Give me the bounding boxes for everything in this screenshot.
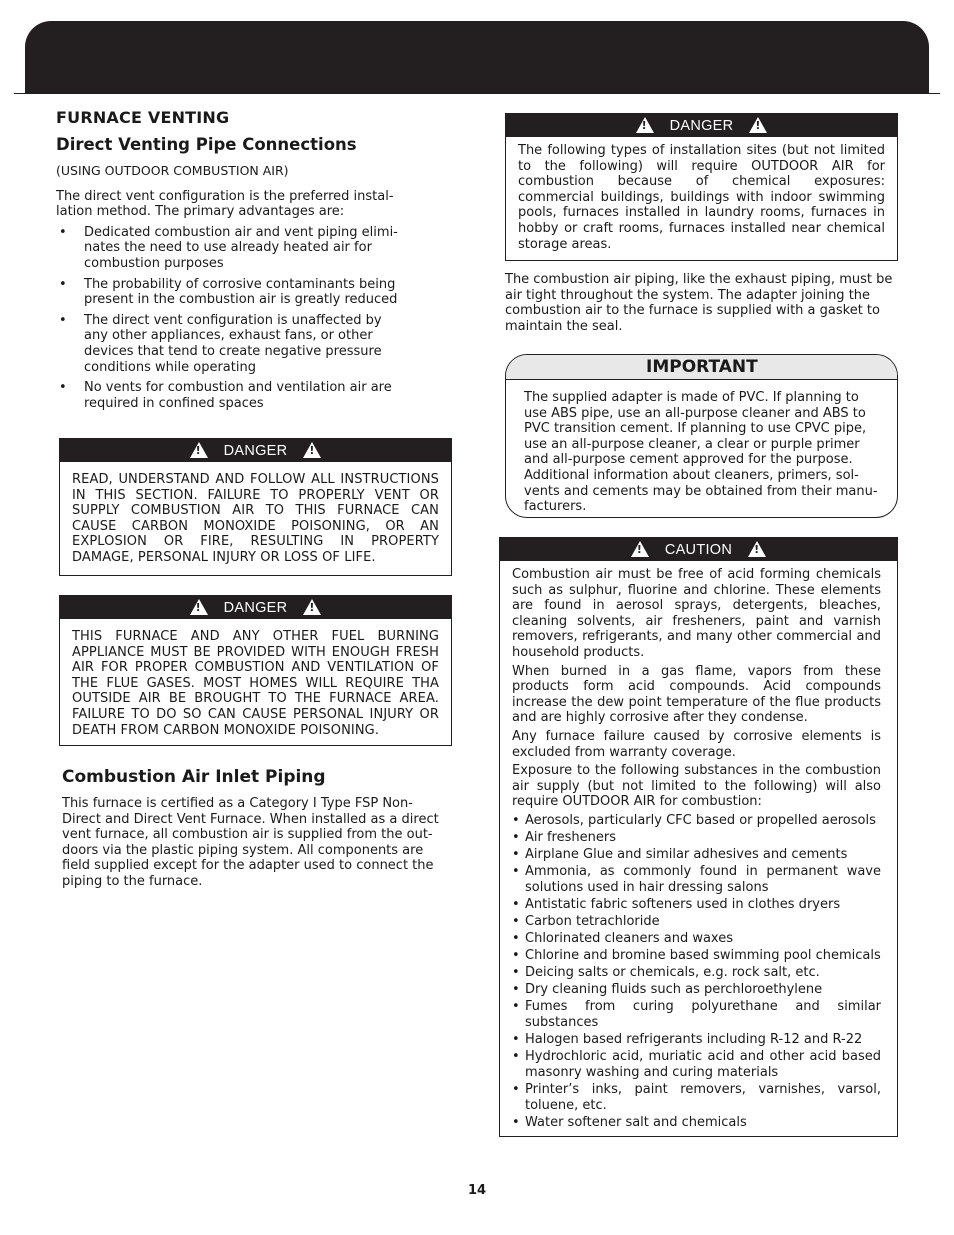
intro-text: The direct vent configuration is the preferred instal- lation method. The primary advantages are: [56,188,394,220]
list-item: • Chlorinated cleaners and waxes [512,931,881,947]
warning-icon [303,599,321,615]
danger-text: The following types of installation sites (but not limited to the following) will require OUTDOOR AIR for combustion because of chemical exposures: commercial buildings, buildings with indoor swimming pools, furnaces installed in laundry rooms, furnaces in hobby or craft rooms, furnaces installed near chemical storage areas. [518,143,885,252]
danger-bar [506,114,897,137]
list-item: • Hydrochloric acid, muriatic acid and other acid based masonry washing and curing materials [512,1049,881,1080]
list-item: • Airplane Glue and similar adhesives and cements [512,847,881,863]
warning-icon [749,117,767,133]
caution-box [499,537,898,1137]
important-label: IMPORTANT [506,355,897,380]
inlet-section [62,767,446,890]
list-item: • Carbon tetrachloride [512,914,881,930]
airtight-text: The combustion air piping, like the exhaust piping, must be air tight throughout the system. The adapter joining the combustion air to the furnace is supplied with a gasket to maintain the seal. [505,272,893,334]
header-band [25,21,929,93]
caution-paragraph: Combustion air must be free of acid forming chemicals such as sulphur, fluorine and chlorine. These elements are found in aerosol sprays, detergents, bleaches, cleaning solvents, air fresheners, paint and varnish removers, refrigerants, and many other commercial and household products. [512,567,881,660]
advantages-list [56,225,406,412]
important-text: The supplied adapter is made of PVC. If planning to use ABS pipe, use an all-purpose cleaner and ABS to PVC transition cement. If planning to use CPVC pipe, use an all-purpose cleaner, a clear or purple primer and all-purpose cement approved for the purpose. Additional information about cleaners, primers, sol- vents and cements may be obtained from their manu- facturers. [524,390,878,515]
list-item: • No vents for combustion and ventilation air are required in confined spaces [56,380,406,411]
list-item: • Chlorine and bromine based swimming pool chemicals [512,948,881,964]
warning-icon [636,117,654,133]
list-item: • Antistatic fabric softeners used in clothes dryers [512,897,881,913]
danger-bar [60,439,451,462]
subnote: (USING OUTDOOR COMBUSTION AIR) [56,163,289,178]
danger-text: THIS FURNACE AND ANY OTHER FUEL BURNING APPLIANCE MUST BE PROVIDED WITH ENOUGH FRESH AIR FOR PROPER COMBUSTION AND VENTILATION OF THE FLUE GASES. MOST HOMES WILL REQUIRE THA OUTSIDE AIR BE BROUGHT TO THE FURNACE AREA. FAILURE TO DO SO CAN CAUSE PERSONAL INJURY OR DEATH FROM CARBON MONOXIDE POISONING. [72,629,439,738]
caution-label: CAUTION [664,541,733,558]
caution-bar [500,538,897,561]
section-title: FURNACE VENTING [56,108,230,127]
danger-box-3 [505,113,898,261]
inlet-text: This furnace is certified as a Category I Type FSP Non- Direct and Direct Vent Furnace. When installed as a direct vent furnace, all combustion air is supplied from the out- doors via the plastic piping system. All components are field supplied except for the adapter used to connect the piping to the furnace. [62,796,439,889]
inlet-heading: Combustion Air Inlet Piping [62,767,326,787]
important-box [505,354,898,518]
danger-box-1 [59,438,452,576]
left-column [56,108,456,416]
list-item: • Deicing salts or chemicals, e.g. rock salt, etc. [512,965,881,981]
warning-icon [748,541,766,557]
caution-paragraph: Any furnace failure caused by corrosive elements is excluded from warranty coverage. [512,728,881,760]
list-item: • Dedicated combustion air and vent piping elimi- nates the need to use already heated air for combustion purposes [56,225,406,272]
list-item: • The probability of corrosive contaminants being present in the combustion air is greatly reduced [56,277,406,308]
list-item: • Aerosols, particularly CFC based or propelled aerosols [512,813,881,829]
direct-venting-heading: Direct Venting Pipe Connections [56,135,357,154]
list-item: • Dry cleaning fluids such as perchloroethylene [512,982,881,998]
warning-icon [631,541,649,557]
list-item: • Air fresheners [512,830,881,846]
list-item: • Water softener salt and chemicals [512,1115,881,1131]
caution-paragraph: Exposure to the following substances in the combustion air supply (but not limited to the following) will also require OUTDOOR AIR for combustion: [512,763,881,810]
header-rule [14,93,940,94]
list-item: • The direct vent configuration is unaffected by any other appliances, exhaust fans, or other devices that tend to create negative pressure conditions while operating [56,313,406,375]
danger-label: DANGER [669,117,734,134]
substances-list [512,813,881,1130]
warning-icon [190,599,208,615]
danger-text: READ, UNDERSTAND AND FOLLOW ALL INSTRUCTIONS IN THIS SECTION. FAILURE TO PROPERLY VENT OR SUPPLY COMBUSTION AIR TO THIS FURNACE CAN CAUSE CARBON MONOXIDE POISONING, OR AN EXPLOSION OR FIRE, RESULTING IN PROPERTY DAMAGE, PERSONAL INJURY OR LOSS OF LIFE. [72,472,439,565]
danger-label: DANGER [223,442,288,459]
page-number: 14 [467,1183,487,1198]
danger-label: DANGER [223,599,288,616]
caution-body [500,561,897,1130]
caution-paragraph: When burned in a gas flame, vapors from these products form acid compounds. Acid compounds increase the dew point temperature of the flue products and are highly corrosive after they condense. [512,663,881,726]
warning-icon [190,442,208,458]
warning-icon [303,442,321,458]
list-item: • Fumes from curing polyurethane and similar substances [512,999,881,1030]
list-item: • Printer’s inks, paint removers, varnishes, varsol, toluene, etc. [512,1082,881,1113]
danger-box-2 [59,595,452,746]
list-item: • Halogen based refrigerants including R-12 and R-22 [512,1032,881,1048]
list-item: • Ammonia, as commonly found in permanent wave solutions used in hair dressing salons [512,864,881,895]
danger-bar [60,596,451,619]
